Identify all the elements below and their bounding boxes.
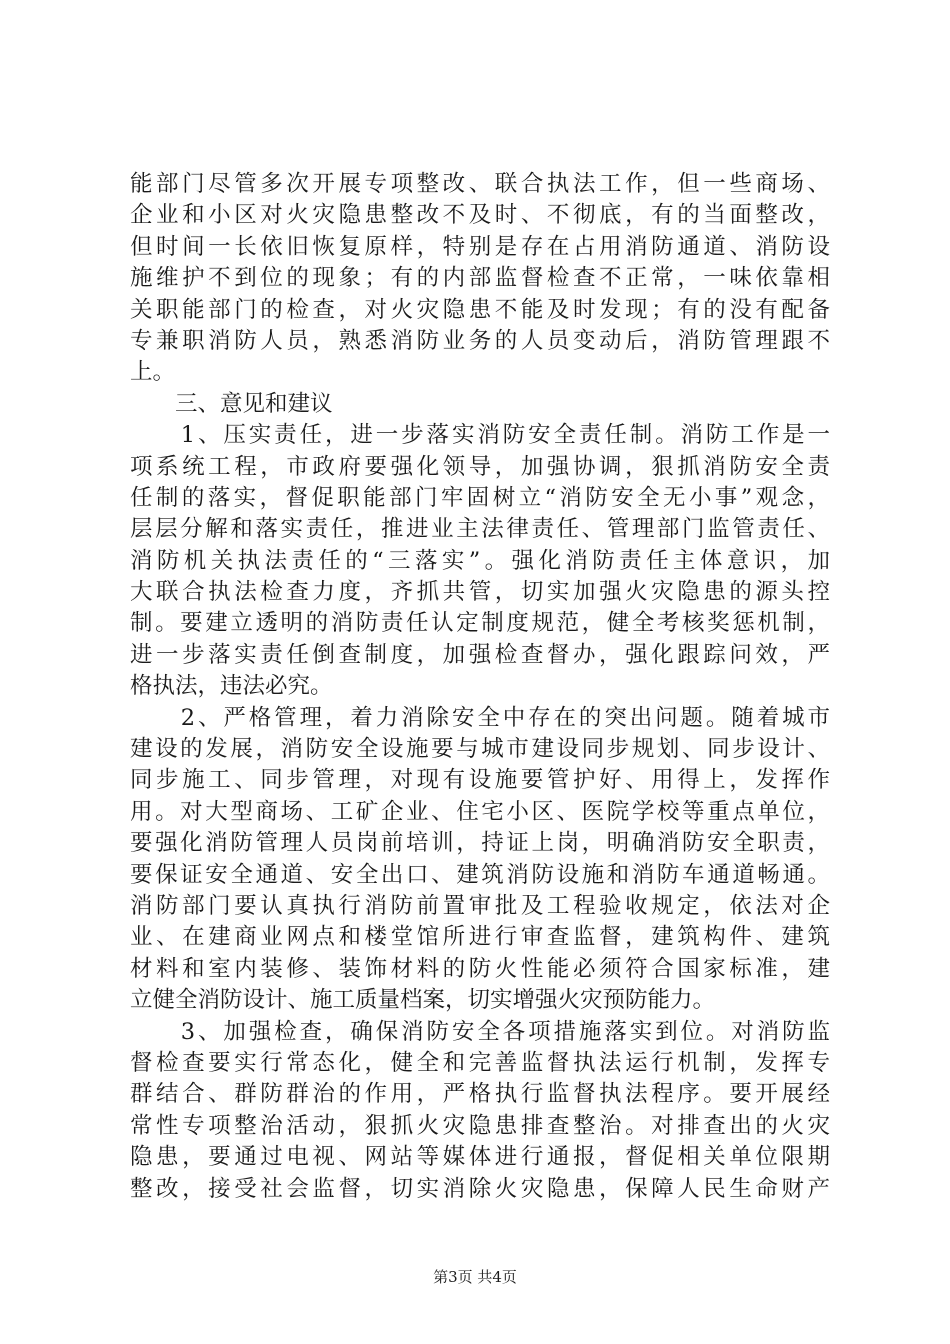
text-line: 常性专项整治活动，狠抓火灾隐患排查整治。对排查出的火灾	[130, 1112, 830, 1139]
text-line: 企业和小区对火灾隐患整改不及时、不彻底，有的当面整改，	[130, 202, 830, 229]
text-line: 大联合执法检查力度，齐抓共管，切实加强火灾隐患的源头控	[130, 579, 830, 606]
text-line: 但时间一长依旧恢复原样，特别是存在占用消防通道、消防设	[130, 233, 830, 260]
text-line: 任制的落实，督促职能部门牢固树立“消防安全无小事”观念，	[130, 484, 830, 511]
text-line: 专兼职消防人员，熟悉消防业务的人员变动后，消防管理跟不	[130, 327, 830, 354]
text-line: 督检查要实行常态化，健全和完善监督执法运行机制，发挥专	[130, 1049, 830, 1076]
text-line: 群结合、群防群治的作用，严格执行监督执法程序。要开展经	[130, 1081, 830, 1108]
text-line: 1、压实责任，进一步落实消防安全责任制。消防工作是一	[130, 422, 830, 449]
text-line: 进一步落实责任倒查制度，加强检查督办，强化跟踪问效，严	[130, 641, 830, 668]
text-line: 层层分解和落实责任，推进业主法律责任、管理部门监管责任、	[130, 516, 830, 543]
text-line: 格执法，违法必究。	[130, 673, 333, 700]
text-line: 要保证安全通道、安全出口、建筑消防设施和消防车通道畅通。	[130, 861, 830, 888]
text-line: 关职能部门的检查，对火灾隐患不能及时发现；有的没有配备	[130, 296, 830, 323]
page-number-indicator: 第3页 共4页	[433, 1268, 517, 1286]
text-line: 2、严格管理，着力消除安全中存在的突出问题。随着城市	[130, 704, 830, 731]
text-line: 业、在建商业网点和楼堂馆所进行审查监督，建筑构件、建筑	[130, 924, 830, 951]
text-line: 制。要建立透明的消防责任认定制度规范，健全考核奖惩机制，	[130, 610, 830, 637]
text-line: 上。	[130, 359, 176, 386]
text-line: 用。对大型商场、工矿企业、住宅小区、医院学校等重点单位，	[130, 798, 830, 825]
text-line: 3、加强检查，确保消防安全各项措施落实到位。对消防监	[130, 1018, 830, 1045]
text-line: 同步施工、同步管理，对现有设施要管护好、用得上，发挥作	[130, 767, 830, 794]
text-line: 整改，接受社会监督，切实消除火灾隐患，保障人民生命财产	[130, 1175, 830, 1202]
text-line: 项系统工程，市政府要强化领导，加强协调，狠抓消防安全责	[130, 453, 830, 480]
text-line: 材料和室内装修、装饰材料的防火性能必须符合国家标准，建	[130, 955, 830, 982]
text-line: 三、意见和建议	[130, 390, 333, 417]
text-line: 消防机关执法责任的“三落实”。强化消防责任主体意识，加	[130, 547, 830, 574]
text-line: 立健全消防设计、施工质量档案，切实增强火灾预防能力。	[130, 987, 716, 1014]
text-line: 建设的发展，消防安全设施要与城市建设同步规划、同步设计、	[130, 736, 830, 763]
text-line: 能部门尽管多次开展专项整改、联合执法工作，但一些商场、	[130, 171, 830, 197]
text-line: 施维护不到位的现象；有的内部监督检查不正常，一味依靠相	[130, 265, 830, 292]
page-footer	[0, 1267, 950, 1287]
text-line: 隐患，要通过电视、网站等媒体进行通报，督促相关单位限期	[130, 1144, 830, 1171]
text-line: 要强化消防管理人员岗前培训，持证上岗，明确消防安全职责，	[130, 830, 830, 857]
document-body	[130, 169, 830, 1205]
text-line: 消防部门要认真执行消防前置审批及工程验收规定，依法对企	[130, 892, 830, 919]
